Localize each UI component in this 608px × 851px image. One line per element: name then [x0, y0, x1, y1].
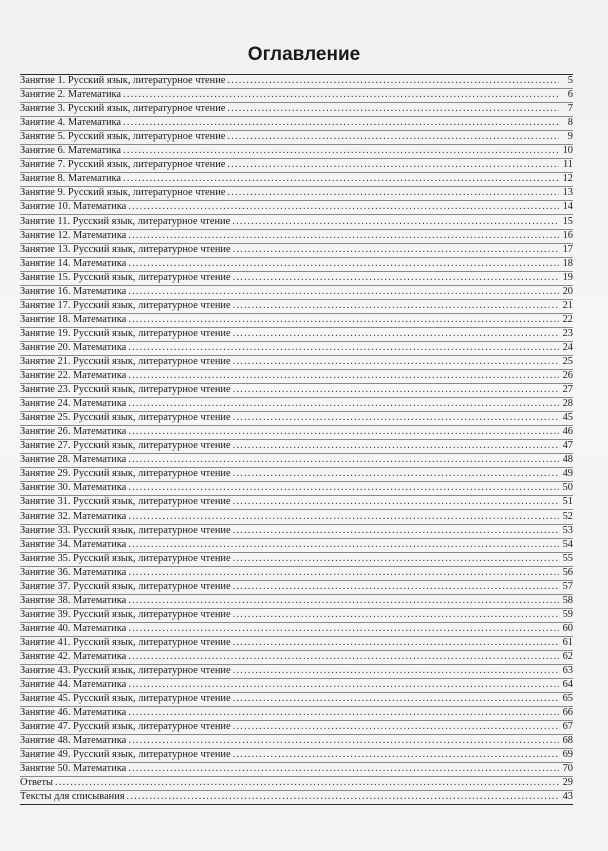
- toc-entry: [20, 749, 573, 763]
- dot-leader: [128, 595, 559, 607]
- toc-entry-label: Занятие 6. Математика: [20, 145, 122, 157]
- page-title: Оглавление: [247, 44, 361, 65]
- toc-entry-label: Занятие 36. Математика: [20, 566, 127, 578]
- toc-entry: [20, 707, 573, 721]
- toc-entry-page-number: 65: [562, 693, 573, 705]
- toc-entry-page-number: 14: [562, 201, 573, 213]
- dot-leader: [128, 201, 559, 213]
- toc-entry-label: Занятие 33. Русский язык, литературное чтение: [20, 524, 231, 536]
- toc-entry-label: Занятие 18. Математика: [20, 313, 127, 325]
- toc-entry: [20, 595, 573, 609]
- toc-entry-page-number: 21: [562, 299, 573, 311]
- toc-entry-label: Занятие 8. Математика: [20, 173, 122, 185]
- toc-entry-page-number: 8: [567, 117, 573, 129]
- toc-entry: [20, 567, 573, 581]
- dot-leader: [233, 300, 559, 312]
- dot-leader: [233, 384, 559, 396]
- toc-entry: [20, 145, 573, 159]
- toc-entry-page-number: 6: [567, 89, 573, 101]
- toc-entry-label: Занятие 2. Математика: [20, 89, 122, 101]
- toc-entry-page-number: 70: [562, 763, 573, 775]
- toc-entry-page-number: 16: [562, 229, 573, 241]
- toc-entry-label: Занятие 47. Русский язык, литературное чтение: [20, 721, 231, 733]
- toc-entry: [20, 777, 573, 791]
- dot-leader: [128, 426, 559, 438]
- toc-entry-label: Занятие 34. Математика: [20, 538, 127, 550]
- toc-entry-label: Занятие 38. Математика: [20, 594, 127, 606]
- toc-entry-page-number: 68: [562, 735, 573, 747]
- dot-leader: [128, 454, 559, 466]
- dot-leader: [128, 567, 559, 579]
- toc-entry-page-number: 11: [562, 159, 573, 171]
- toc-entry: [20, 496, 573, 510]
- toc-entry-label: Занятие 15. Русский язык, литературное чтение: [20, 271, 231, 283]
- dot-leader: [227, 131, 559, 143]
- toc-entry-label: Занятие 4. Математика: [20, 117, 122, 129]
- dot-leader: [233, 272, 559, 284]
- toc-entry-page-number: 56: [562, 566, 573, 578]
- toc-entry: [20, 230, 573, 244]
- dot-leader: [128, 258, 559, 270]
- toc-entry-page-number: 58: [562, 594, 573, 606]
- toc-entry: [20, 412, 573, 426]
- dot-leader: [233, 637, 559, 649]
- dot-leader: [128, 370, 559, 382]
- toc-entry-label: Занятие 24. Математика: [20, 398, 127, 410]
- dot-leader: [232, 216, 559, 228]
- toc-entry: [20, 735, 573, 749]
- toc-entry: [20, 244, 573, 258]
- toc-entry-page-number: 10: [562, 145, 573, 157]
- toc-entry: [20, 721, 573, 735]
- toc-entry: [20, 370, 573, 384]
- dot-leader: [233, 525, 559, 537]
- toc-entry-page-number: 23: [562, 327, 573, 339]
- dot-leader: [123, 173, 559, 185]
- dot-leader: [128, 511, 559, 523]
- toc-entry-label: Занятие 14. Математика: [20, 257, 127, 269]
- toc-entry: [20, 679, 573, 693]
- toc-entry: [20, 187, 573, 201]
- dot-leader: [233, 356, 559, 368]
- toc-entry: [20, 384, 573, 398]
- toc-entry-label: Занятие 10. Математика: [20, 201, 127, 213]
- dot-leader: [128, 342, 559, 354]
- toc-entry: [20, 398, 573, 412]
- toc-entry-label: Занятие 16. Математика: [20, 285, 127, 297]
- toc-entry: [20, 665, 573, 679]
- toc-entry-page-number: 59: [562, 608, 573, 620]
- toc-entry: [20, 131, 573, 145]
- toc-entry-label: Занятие 29. Русский язык, литературное чтение: [20, 468, 231, 480]
- toc-entry-page-number: 62: [562, 650, 573, 662]
- toc-entry-label: Занятие 13. Русский язык, литературное чтение: [20, 243, 231, 255]
- dot-leader: [233, 244, 559, 256]
- toc-entry-page-number: 61: [562, 636, 573, 648]
- toc-entry-page-number: 27: [562, 384, 573, 396]
- dot-leader: [128, 398, 559, 410]
- dot-leader: [123, 145, 559, 157]
- dot-leader: [128, 679, 559, 691]
- toc-entry: [20, 328, 573, 342]
- toc-entry-label: Занятие 21. Русский язык, литературное чтение: [20, 355, 231, 367]
- toc-entry-page-number: 13: [562, 187, 573, 199]
- toc-entry-page-number: 51: [562, 496, 573, 508]
- toc-entry: [20, 651, 573, 665]
- toc-entry: [20, 300, 573, 314]
- toc-entry: [20, 173, 573, 187]
- toc-entry: [20, 89, 573, 103]
- toc-entry-page-number: 19: [562, 271, 573, 283]
- toc-entry: [20, 482, 573, 496]
- dot-leader: [128, 286, 559, 298]
- toc-entry: [20, 763, 573, 777]
- toc-entry-page-number: 52: [562, 510, 573, 522]
- toc-entry: [20, 539, 573, 553]
- toc-entry: [20, 75, 573, 89]
- toc-entry-page-number: 28: [562, 398, 573, 410]
- toc-entry-label: Занятие 50. Математика: [20, 763, 127, 775]
- toc-entry: [20, 201, 573, 215]
- toc-entry-label: Занятие 7. Русский язык, литературное чтение: [20, 159, 226, 171]
- dot-leader: [128, 539, 559, 551]
- toc-entry-page-number: 63: [562, 665, 573, 677]
- toc-entry-page-number: 55: [562, 552, 573, 564]
- toc-entry: [20, 272, 573, 286]
- toc-entry-page-number: 49: [562, 468, 573, 480]
- dot-leader: [233, 468, 559, 480]
- toc-entry-page-number: 25: [562, 355, 573, 367]
- toc-entry-page-number: 43: [562, 791, 573, 803]
- toc-entry: [20, 637, 573, 651]
- toc-entry-page-number: 69: [562, 749, 573, 761]
- toc-entry: [20, 468, 573, 482]
- toc-entry-page-number: 17: [562, 243, 573, 255]
- toc-entry-label: Занятие 49. Русский язык, литературное чтение: [20, 749, 231, 761]
- table-of-contents: [20, 74, 573, 805]
- toc-entry-label: Тексты для списывания: [20, 791, 125, 803]
- toc-entry-label: Занятие 37. Русский язык, литературное чтение: [20, 580, 231, 592]
- dot-leader: [233, 581, 559, 593]
- toc-entry: [20, 117, 573, 131]
- dot-leader: [128, 314, 559, 326]
- toc-entry-page-number: 7: [567, 103, 573, 115]
- dot-leader: [233, 328, 559, 340]
- toc-entry-label: Занятие 5. Русский язык, литературное чтение: [20, 131, 226, 143]
- toc-entry: [20, 103, 573, 117]
- dot-leader: [233, 440, 559, 452]
- toc-entry-page-number: 60: [562, 622, 573, 634]
- toc-entry-page-number: 22: [562, 313, 573, 325]
- toc-entry-label: Занятие 27. Русский язык, литературное чтение: [20, 440, 231, 452]
- toc-entry-page-number: 50: [562, 482, 573, 494]
- toc-entry-label: Занятие 32. Математика: [20, 510, 127, 522]
- toc-entry-label: Занятие 41. Русский язык, литературное чтение: [20, 636, 231, 648]
- toc-entry-label: Занятие 25. Русский язык, литературное чтение: [20, 412, 231, 424]
- toc-entry-page-number: 47: [562, 440, 573, 452]
- dot-leader: [233, 553, 559, 565]
- dot-leader: [128, 707, 559, 719]
- toc-entry: [20, 314, 573, 328]
- toc-entry-page-number: 26: [562, 370, 573, 382]
- dot-leader: [233, 749, 559, 761]
- dot-leader: [128, 735, 559, 747]
- dot-leader: [233, 496, 559, 508]
- dot-leader: [128, 623, 559, 635]
- toc-entry-page-number: 54: [562, 538, 573, 550]
- toc-entry: [20, 693, 573, 707]
- toc-entry-page-number: 64: [562, 679, 573, 691]
- toc-entry: [20, 440, 573, 454]
- toc-entry-label: Занятие 35. Русский язык, литературное чтение: [20, 552, 231, 564]
- toc-entry: [20, 356, 573, 370]
- toc-entry-page-number: 57: [562, 580, 573, 592]
- toc-entry: [20, 286, 573, 300]
- toc-entry-label: Занятие 31. Русский язык, литературное чтение: [20, 496, 231, 508]
- toc-entry: [20, 609, 573, 623]
- toc-entry: [20, 454, 573, 468]
- toc-entry-page-number: 20: [562, 285, 573, 297]
- dot-leader: [233, 665, 559, 677]
- toc-entry-label: Занятие 11. Русский язык, литературное чтение: [20, 215, 231, 227]
- dot-leader: [123, 117, 559, 129]
- toc-entry: [20, 215, 573, 229]
- dot-leader: [233, 693, 559, 705]
- toc-entry-label: Занятие 20. Математика: [20, 341, 127, 353]
- toc-entry-page-number: 15: [562, 215, 573, 227]
- toc-entry-page-number: 5: [567, 75, 573, 87]
- toc-entry-label: Занятие 22. Математика: [20, 370, 127, 382]
- toc-entry: [20, 426, 573, 440]
- toc-entry-label: Ответы: [20, 777, 54, 789]
- dot-leader: [233, 609, 559, 621]
- dot-leader: [128, 482, 559, 494]
- toc-entry: [20, 159, 573, 173]
- dot-leader: [233, 721, 559, 733]
- toc-entry-page-number: 18: [562, 257, 573, 269]
- toc-entry-label: Занятие 42. Математика: [20, 650, 127, 662]
- dot-leader: [227, 75, 559, 87]
- dot-leader: [128, 230, 559, 242]
- toc-entry-label: Занятие 12. Математика: [20, 229, 127, 241]
- toc-entry: [20, 258, 573, 272]
- toc-entry-label: Занятие 46. Математика: [20, 707, 127, 719]
- toc-entry-page-number: 53: [562, 524, 573, 536]
- toc-entry-label: Занятие 9. Русский язык, литературное чтение: [20, 187, 226, 199]
- toc-entry-label: Занятие 39. Русский язык, литературное чтение: [20, 608, 231, 620]
- toc-entry-label: Занятие 45. Русский язык, литературное чтение: [20, 693, 231, 705]
- toc-entry-label: Занятие 28. Математика: [20, 454, 127, 466]
- dot-leader: [227, 159, 559, 171]
- toc-entry: [20, 510, 573, 524]
- toc-entry: [20, 342, 573, 356]
- dot-leader: [127, 791, 559, 803]
- dot-leader: [227, 187, 559, 199]
- toc-entry-label: Занятие 40. Математика: [20, 622, 127, 634]
- toc-entry-label: Занятие 17. Русский язык, литературное чтение: [20, 299, 231, 311]
- toc-entry: [20, 525, 573, 539]
- toc-entry: [20, 581, 573, 595]
- toc-entry-label: Занятие 30. Математика: [20, 482, 127, 494]
- toc-entry-page-number: 12: [562, 173, 573, 185]
- dot-leader: [233, 412, 559, 424]
- toc-entry-label: Занятие 23. Русский язык, литературное чтение: [20, 384, 231, 396]
- toc-entry-label: Занятие 43. Русский язык, литературное чтение: [20, 665, 231, 677]
- toc-entry-label: Занятие 19. Русский язык, литературное чтение: [20, 327, 231, 339]
- toc-entry-label: Занятие 3. Русский язык, литературное чтение: [20, 103, 226, 115]
- toc-entry-page-number: 45: [562, 412, 573, 424]
- toc-entry-label: Занятие 44. Математика: [20, 679, 127, 691]
- toc-entry-label: Занятие 26. Математика: [20, 426, 127, 438]
- dot-leader: [227, 103, 559, 115]
- toc-entry: [20, 553, 573, 567]
- toc-entry-page-number: 46: [562, 426, 573, 438]
- toc-entry-page-number: 9: [567, 131, 573, 143]
- toc-entry-page-number: 66: [562, 707, 573, 719]
- toc-entry-page-number: 48: [562, 454, 573, 466]
- toc-entry-page-number: 67: [562, 721, 573, 733]
- toc-entry-label: Занятие 1. Русский язык, литературное чтение: [20, 75, 226, 87]
- toc-entry-label: Занятие 48. Математика: [20, 735, 127, 747]
- dot-leader: [128, 651, 559, 663]
- toc-entry-page-number: 29: [562, 777, 573, 789]
- toc-entry: [20, 791, 573, 805]
- dot-leader: [123, 89, 559, 101]
- dot-leader: [128, 763, 559, 775]
- toc-entry-page-number: 24: [562, 341, 573, 353]
- dot-leader: [55, 777, 559, 789]
- toc-entry: [20, 623, 573, 637]
